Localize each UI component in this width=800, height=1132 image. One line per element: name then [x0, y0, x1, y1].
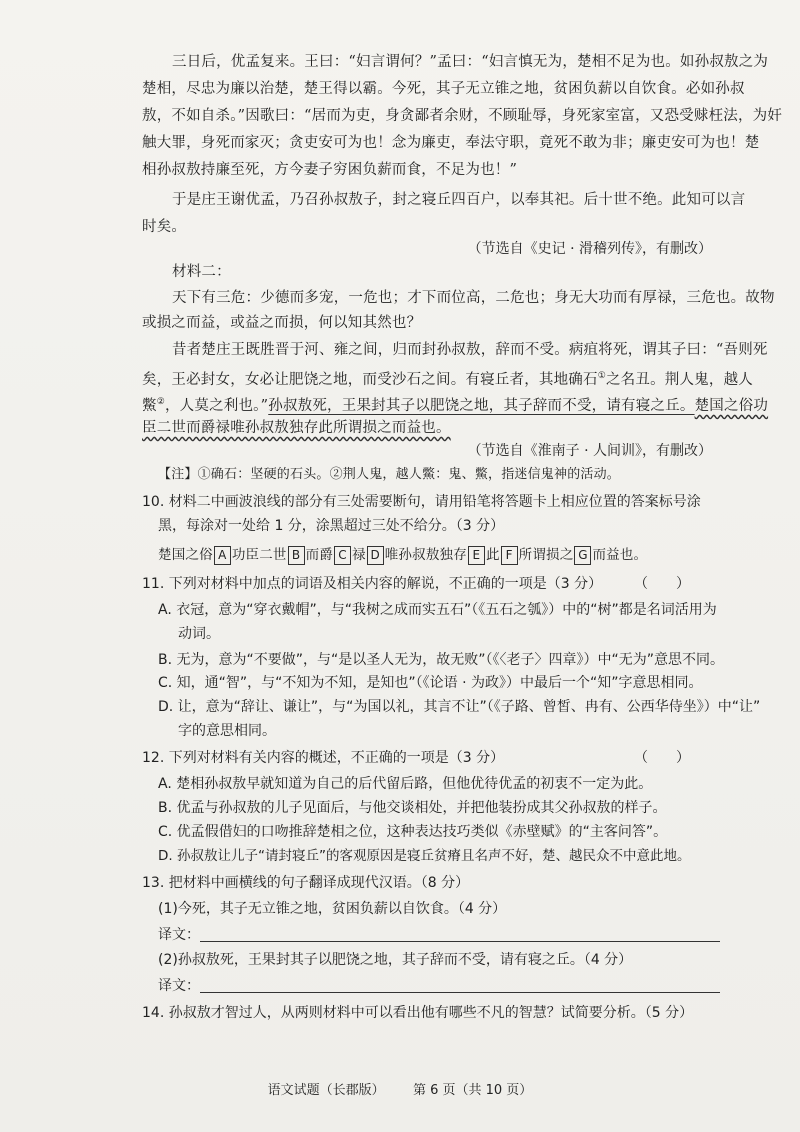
passage2-line-6	[142, 418, 451, 438]
question-12-option-b: B. 优孟与孙叔敖的儿子见面后，与他交谈相处，并把他装扮成其父孙叔敖的样子。	[158, 800, 667, 816]
question-12-option-c: C. 优孟假借妇的口吻推辞楚相之位，这种表达技巧类似《赤壁赋》的“主客问答”。	[158, 824, 668, 840]
footer-subject: 语文试题（长郡版）	[267, 1083, 385, 1098]
passage1-line-4: 触大罪，身死而家灭；贪吏安可为也！念为廉吏，奉法守职，竟死不敢为非；廉吏安可为也！楚	[142, 135, 760, 151]
passage2-line-1: 天下有三危：少德而多宠，一危也；才下而位高，二危也；身无大功而有厚禄，三危也。故物	[172, 290, 775, 306]
passage1-line-2: 楚相，尽忠为廉以治楚，楚王得以霸。今死，其子无立锥之地，贫困负薪以自饮食。必如孙叔	[142, 81, 745, 97]
question-12: 12. 下列对材料有关内容的概述，不正确的一项是（3 分）	[142, 750, 505, 766]
passage1-line-5: 相孙叔敖持廉至死，方今妻子穷困负薪而食，不足为也！”	[142, 162, 518, 178]
passage2-line-3: 昔者楚庄王既胜晋于河、雍之间，归而封孙叔敖，辞而不受。病疽将死，谓其子曰：“吾则死	[172, 342, 768, 358]
page-footer	[0, 1079, 800, 1098]
passage2-line-5: 鱉②，人莫之利也。”孙叔敖死，王果封其子以肥饶之地，其子辞而不受，请有寝之丘。楚国之俗功	[142, 397, 769, 414]
footer-page-number: 第 6 页（共 10 页）	[412, 1083, 533, 1098]
option-box-b[interactable]: B	[288, 546, 305, 565]
question-10-options: 楚国之俗 A 功臣二世 B 而爵 C 禄 D 唯孙叔敖独存 E 此 F 所谓损之 G 而益也。	[158, 547, 648, 563]
option-box-c[interactable]: C	[334, 546, 351, 565]
translate-label-2: 译文：	[158, 978, 200, 994]
question-13-item-1: (1)今死，其子无立锥之地，贫困负薪以自饮食。（4 分）	[158, 901, 507, 917]
answer-line-1[interactable]	[200, 941, 720, 942]
question-10-line-1: 10. 材料二中画波浪线的部分有三处需要断句，请用铅笔将答题卡上相应位置的答案标号涂	[142, 494, 701, 510]
option-box-a[interactable]: A	[214, 546, 231, 565]
question-11-option-d-2: 字的意思相同。	[178, 723, 276, 739]
question-11-option-a-2: 动词。	[178, 626, 220, 642]
answer-parens-11[interactable]: （ ）	[634, 576, 690, 592]
passage1-line-3: 敖，不如自杀。”因歌曰：“居而为吏，身贪鄙者余财，不顾耻辱，身死家室富，又恐受赇枉法，为奸	[142, 108, 783, 124]
question-13: 13. 把材料中画横线的句子翻译成现代汉语。（8 分）	[142, 875, 470, 891]
passage1-line-1: 三日后，优孟复来。王曰：“妇言谓何？”孟曰：“妇言慎无为，楚相不足为也。如孙叔敖之为	[172, 54, 769, 70]
question-11-option-d-1: D. 让，意为“辞让、谦让”，与“为国以礼，其言不让”（《子路、曾皙、冉有、公西华侍坐》）中“让”	[158, 699, 761, 715]
option-box-e[interactable]: E	[468, 546, 485, 565]
question-13-item-2: (2)孙叔敖死，王果封其子以肥饶之地，其子辞而不受，请有寝之丘。（4 分）	[158, 952, 633, 968]
question-11-option-c: C. 知，通“智”，与“不知为不知，是知也”（《论语 · 为政》）中最后一个“知”字意思相同。	[158, 675, 703, 691]
question-10-line-2: 黑，每涂对一处给 1 分，涂黑超过三处不给分。（3 分）	[158, 518, 505, 534]
answer-parens-12[interactable]: （ ）	[634, 750, 690, 766]
option-box-d[interactable]: D	[367, 546, 384, 565]
option-box-g[interactable]: G	[574, 546, 591, 565]
wavy-sentence-part-1: 楚国之俗功	[694, 397, 769, 414]
passage2-line-4: 矣，王必封女，女必让肥饶之地，而受沙石之间。有寝丘者，其地确石①之名丑。荆人鬼，越人	[142, 371, 753, 388]
question-11: 11. 下列对材料中加点的词语及相关内容的解说，不正确的一项是（3 分）	[142, 576, 603, 592]
passage1-para2-line-2: 时矣。	[142, 219, 187, 235]
passage2-source: （节选自《淮南子 · 人间训》，有删改）	[467, 443, 712, 459]
translate-label-1: 译文：	[158, 927, 200, 943]
notes: 【注】①确石：坚硬的石头。②荆人鬼，越人鱉：鬼、鱉，指迷信鬼神的活动。	[158, 467, 621, 482]
question-11-option-a-1: A. 衣冠，意为“穿衣戴帽”，与“我树之成而实五石”（《五石之瓠》）中的“树”都是名词活用为	[158, 602, 717, 618]
underlined-sentence-2: 孙叔敖死，王果封其子以肥饶之地，其子辞而不受，请有寝之丘。	[268, 397, 695, 414]
passage1-para2-line-1: 于是庄王谢优孟，乃召孙叔敖子，封之寝丘四百户，以奉其祀。后十世不绝。此知可以言	[172, 192, 746, 208]
question-14: 14. 孙叔敖才智过人，从两则材料中可以看出他有哪些不凡的智慧？试简要分析。（5 分）	[142, 1005, 694, 1021]
answer-line-2[interactable]	[200, 992, 720, 993]
question-12-option-d: D. 孙叔敖让儿子“请封寝丘”的客观原因是寝丘贫瘠且名声不好，楚、越民众不中意此地。	[158, 848, 691, 864]
option-box-f[interactable]: F	[501, 546, 518, 565]
passage1-source: （节选自《史记 · 滑稽列传》，有删改）	[467, 241, 712, 257]
wavy-sentence-part-2: 臣二世而爵禄唯孙叔敖独存此所谓损之而益也。	[142, 420, 451, 436]
question-12-option-a: A. 楚相孙叔敖早就知道为自己的后代留后路，但他优待优孟的初衷不一定为此。	[158, 776, 653, 792]
passage2-line-2: 或损之而益，或益之而损，何以知其然也？	[142, 315, 422, 331]
question-11-option-b: B. 无为，意为“不要做”，与“是以圣人无为，故无败”（《〈老子〉四章》）中“无为”意思不同。	[158, 652, 725, 668]
passage2-title: 材料二：	[172, 264, 231, 280]
